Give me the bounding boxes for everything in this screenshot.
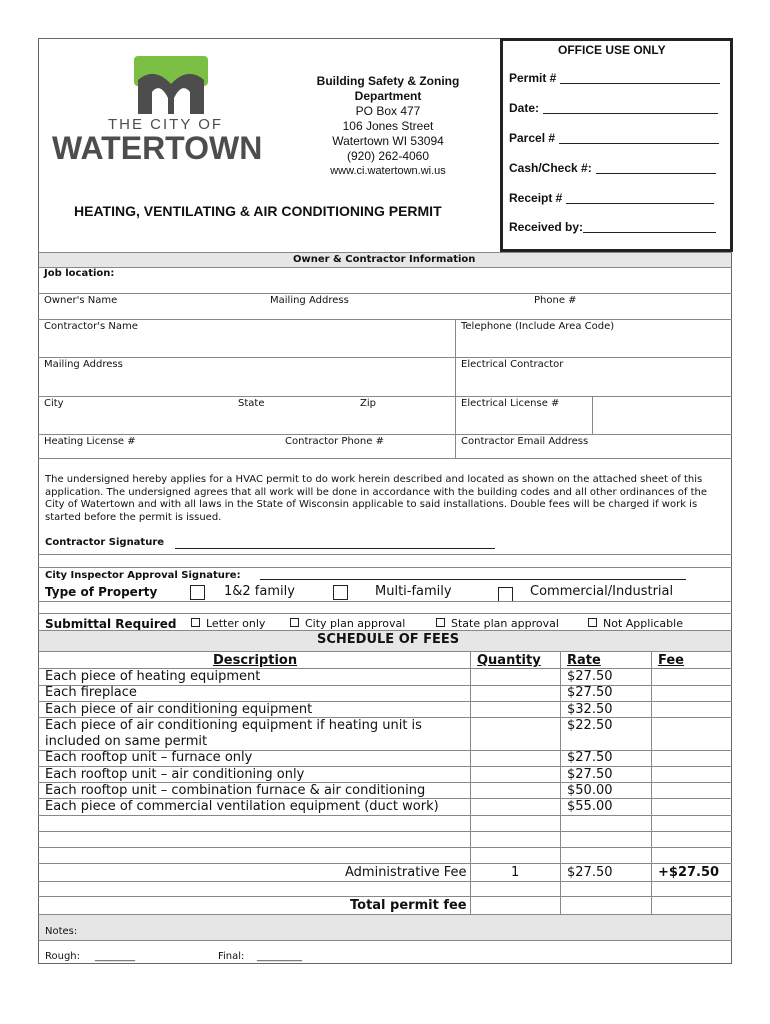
submittal-city-plan-label: City plan approval (305, 617, 406, 630)
col-quantity: Quantity (477, 653, 541, 668)
department-name: Building Safety & Zoning Department (316, 74, 460, 103)
permit-number-field[interactable] (509, 71, 720, 85)
department-po-box: PO Box 477 (355, 104, 421, 118)
fee-row-desc: Each rooftop unit – combination furnace & air conditioning (45, 783, 426, 798)
submittal-letter-only[interactable] (191, 617, 265, 630)
fee-row-rate: $27.50 (567, 685, 613, 700)
electrical-contractor-field[interactable]: Electrical Contractor (461, 359, 564, 370)
divider (38, 267, 732, 268)
divider (38, 458, 732, 459)
owners-name-field[interactable]: Owner's Name (44, 295, 118, 306)
fee-row-desc: Each rooftop unit – air conditioning only (45, 767, 305, 782)
checkbox-multi-family[interactable] (333, 585, 348, 600)
submittal-city-plan[interactable] (290, 617, 405, 630)
divider (38, 831, 732, 832)
col-fee: Fee (658, 653, 684, 668)
cash-check-label: Cash/Check #: (509, 161, 592, 175)
total-permit-fee-value[interactable] (471, 897, 731, 913)
notes-label: Notes: (45, 926, 78, 937)
inspector-signature-label: City Inspector Approval Signature: (45, 570, 241, 581)
contractor-phone-field[interactable]: Contractor Phone # (285, 436, 384, 447)
divider (38, 434, 732, 435)
zip-field[interactable]: Zip (360, 398, 376, 409)
divider (38, 881, 732, 882)
department-city: Watertown WI 53094 (332, 134, 444, 148)
applicant-statement: The undersigned hereby applies for a HVAC permit to do work herein described and located as shown on the attached sheet of this application. The undersigned agrees that all work will be done in accordance with the building codes and all other ordinances of the City of Watertown and with all laws in the State of Wisconsin applicable to said installations. Double fees will be charged if work is started before the permit is issued. (45, 474, 707, 523)
job-location-field[interactable]: Job location: (44, 268, 115, 279)
submittal-label: Submittal Required (45, 617, 177, 631)
submittal-not-applicable[interactable] (588, 617, 683, 630)
department-info (300, 74, 476, 179)
department-website: www.ci.watertown.wi.us (330, 165, 446, 177)
col-rate: Rate (567, 653, 601, 668)
form-title: HEATING, VENTILATING & AIR CONDITIONING PERMIT (74, 203, 442, 219)
date-field[interactable] (509, 101, 718, 115)
divider (38, 601, 732, 602)
divider (455, 319, 456, 458)
cash-check-field[interactable] (509, 161, 716, 175)
city-logo-mark-icon (134, 56, 214, 118)
contractor-signature-line[interactable] (175, 548, 495, 549)
fee-row-rate: $55.00 (567, 799, 613, 814)
fee-row-rate: $32.50 (567, 702, 613, 717)
contractors-name-field[interactable]: Contractor's Name (44, 321, 138, 332)
receipt-label: Receipt # (509, 191, 563, 205)
section-title-owner-contractor: Owner & Contractor Information (293, 254, 476, 265)
permit-label: Permit # (509, 71, 557, 85)
divider (38, 847, 732, 848)
final-label: Final: (218, 951, 245, 962)
checkbox-icon (191, 618, 200, 627)
submittal-state-plan[interactable] (436, 617, 559, 630)
fee-row-desc: Each piece of heating equipment (45, 669, 261, 684)
divider (38, 815, 732, 816)
divider (38, 613, 732, 614)
office-title: OFFICE USE ONLY (558, 43, 666, 57)
owner-phone-field[interactable]: Phone # (534, 295, 577, 306)
submittal-state-plan-label: State plan approval (451, 617, 559, 630)
contractor-email-field[interactable]: Contractor Email Address (461, 436, 589, 447)
checkbox-icon (588, 618, 597, 627)
fee-row-rate: $27.50 (567, 750, 613, 765)
total-permit-fee-label: Total permit fee (350, 898, 467, 913)
checkbox-icon (290, 618, 299, 627)
logo-line1: THE CITY OF (108, 116, 224, 133)
admin-fee-label: Administrative Fee (345, 865, 467, 880)
rough-label: Rough: (45, 951, 81, 962)
option-commercial: Commercial/Industrial (530, 584, 674, 599)
fee-row-desc: Each fireplace (45, 685, 137, 700)
department-phone: (920) 262-4060 (346, 149, 430, 163)
divider (38, 396, 732, 397)
contractor-mailing-address-field[interactable]: Mailing Address (44, 359, 123, 370)
office-use-box (500, 38, 733, 252)
submittal-not-applicable-label: Not Applicable (603, 617, 683, 630)
admin-fee-rate: $27.50 (567, 865, 613, 880)
fee-row-desc: Each piece of air conditioning equipment (45, 702, 313, 717)
option-1-2-family: 1&2 family (224, 584, 295, 599)
checkbox-1-2-family[interactable] (190, 585, 205, 600)
fee-row-desc: Each piece of air conditioning equipment if heating unit is (45, 718, 422, 733)
divider (38, 357, 732, 358)
divider (38, 567, 732, 568)
state-field[interactable]: State (238, 398, 265, 409)
date-label: Date: (509, 101, 540, 115)
parcel-label: Parcel # (509, 131, 556, 145)
department-street: 106 Jones Street (342, 119, 434, 133)
fee-row-desc: Each piece of commercial ventilation equipment (duct work) (45, 799, 439, 814)
divider (38, 685, 732, 686)
admin-fee-amount: +$27.50 (658, 865, 720, 880)
inspector-signature-line[interactable] (260, 579, 686, 580)
property-type-label: Type of Property (45, 585, 158, 599)
fee-row-rate: $27.50 (567, 669, 613, 684)
divider (592, 396, 593, 434)
divider (38, 940, 732, 941)
divider (38, 651, 732, 652)
contractor-signature-label: Contractor Signature (45, 537, 165, 548)
divider (38, 863, 732, 864)
logo-line2: WATERTOWN (52, 130, 263, 166)
heating-license-field[interactable]: Heating License # (44, 436, 136, 447)
parcel-field[interactable] (509, 131, 719, 145)
divider (38, 554, 732, 555)
rough-inspection-field[interactable]: ________ (95, 951, 135, 962)
divider (38, 293, 732, 294)
fee-row-desc: Each rooftop unit – furnace only (45, 750, 253, 765)
checkbox-icon (436, 618, 445, 627)
option-multi-family: Multi-family (375, 584, 452, 599)
contractor-telephone-field[interactable]: Telephone (Include Area Code) (461, 321, 615, 332)
fee-row-rate: $50.00 (567, 783, 613, 798)
receipt-field[interactable] (509, 191, 714, 205)
col-description: Description (213, 653, 298, 668)
fee-row-desc-cont: included on same permit (45, 734, 208, 749)
received-by-field[interactable] (509, 220, 716, 234)
city-field[interactable]: City (44, 398, 64, 409)
received-by-label: Received by: (509, 220, 584, 234)
final-inspection-field[interactable]: _________ (257, 951, 302, 962)
notes-bg (39, 915, 731, 940)
checkbox-commercial[interactable] (498, 587, 513, 602)
submittal-letter-only-label: Letter only (206, 617, 266, 630)
admin-fee-quantity: 1 (511, 865, 520, 880)
electrical-license-field[interactable]: Electrical License # (461, 398, 560, 409)
fee-row-rate: $22.50 (567, 718, 613, 733)
owner-mailing-address-field[interactable]: Mailing Address (270, 295, 349, 306)
fees-title: SCHEDULE OF FEES (317, 632, 460, 647)
fee-row-rate: $27.50 (567, 767, 613, 782)
divider (38, 319, 732, 320)
city-logo (50, 54, 290, 166)
